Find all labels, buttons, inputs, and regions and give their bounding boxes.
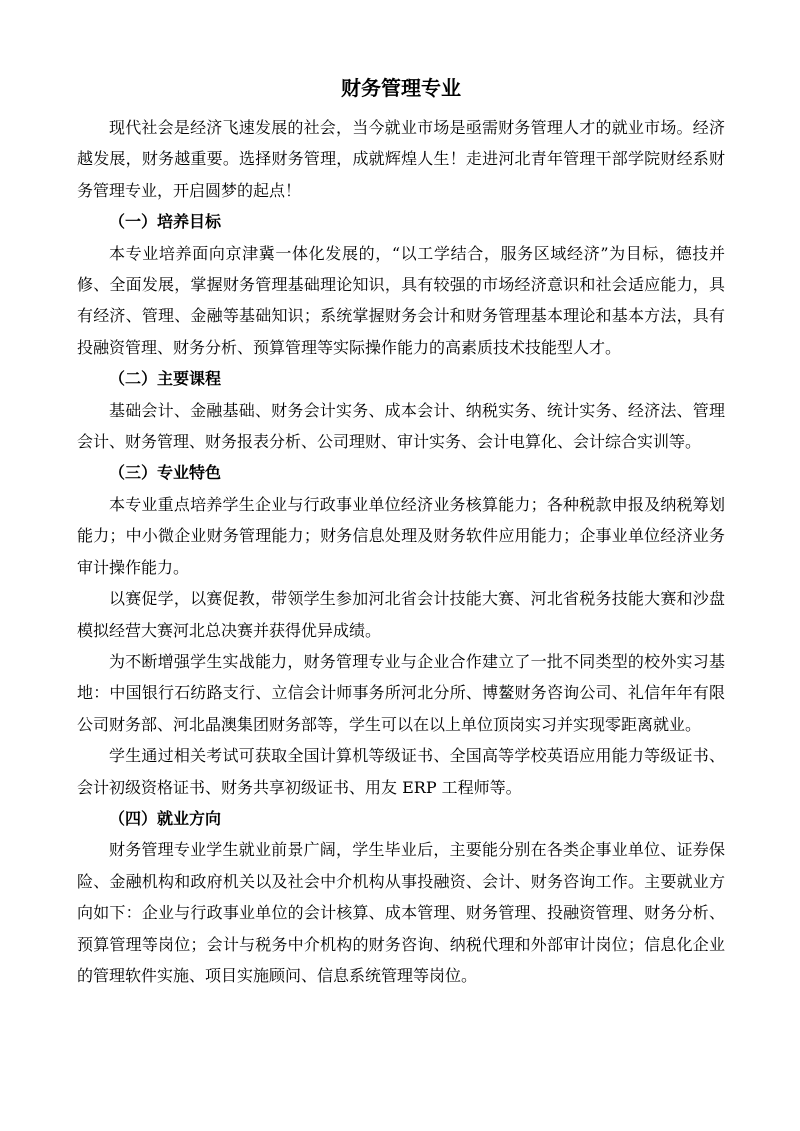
program-features-paragraph-1: 本专业重点培养学生企业与行政事业单位经济业务核算能力；各种税款申报及纳税筹划能力；中小微企业财务管理能力；财务信息处理及财务软件应用能力；企事业单位经济业务审计操作能力。 [77, 494, 725, 577]
intro-paragraph: 现代社会是经济飞速发展的社会，当今就业市场是亟需财务管理人才的就业市场。经济越发展，财务越重要。选择财务管理，成就辉煌人生！走进河北青年管理干部学院财经系财务管理专业，开启圆梦的起点！ [77, 118, 725, 200]
document-title: 财务管理专业 [341, 76, 461, 100]
section-heading-training-goals: （一）培养目标 [109, 212, 222, 232]
program-features-paragraph-4: 学生通过相关考试可获取全国计算机等级证书、全国高等学校英语应用能力等级证书、会计初级资格证书、财务共享初级证书、用友 ERP 工程师等。 [77, 746, 725, 797]
main-courses-paragraph: 基础会计、金融基础、财务会计实务、成本会计、纳税实务、统计实务、经济法、管理会计、财务管理、财务报表分析、公司理财、审计实务、会计电算化、会计综合实训等。 [77, 400, 725, 452]
section-heading-main-courses: （二）主要课程 [109, 369, 222, 389]
section-heading-program-features: （三）专业特色 [109, 463, 222, 483]
program-features-paragraph-2: 以赛促学，以赛促教，带领学生参加河北省会计技能大赛、河北省税务技能大赛和沙盘模拟经营大赛河北总决赛并获得优异成绩。 [77, 589, 725, 640]
career-direction-paragraph: 财务管理专业学生就业前景广阔，学生毕业后，主要能分别在各类企事业单位、证券保险、金融机构和政府机关以及社会中介机构从事投融资、会计、财务咨询工作。主要就业方向如下：企业与行政事业单位的会计核算、成本管理、财务管理、投融资管理、财务分析、预算管理等岗位；会计与税务中介机构的财务咨询、纳税代理和外部审计岗位；信息化企业的管理软件实施、项目实施顾问、信息系统管理等岗位。 [77, 840, 725, 985]
section-heading-career-direction: （四）就业方向 [109, 808, 222, 828]
training-goals-paragraph: 本专业培养面向京津冀一体化发展的，“以工学结合，服务区域经济”为目标，德技并修、全面发展，掌握财务管理基础理论知识，具有较强的市场经济意识和社会适应能力，具有经济、管理、金融等基础知识；系统掌握财务会计和财务管理基本理论和基本方法，具有投融资管理、财务分析、预算管理等实际操作能力的高素质技术技能型人才。 [77, 243, 725, 357]
document-body [77, 72, 725, 991]
program-features-paragraph-3: 为不断增强学生实战能力，财务管理专业与企业合作建立了一批不同类型的校外实习基地：中国银行石纺路支行、立信会计师事务所河北分所、博鳌财务咨询公司、礼信年年有限公司财务部、河北晶澳集团财务部等，学生可以在以上单位顶岗实习并实现零距离就业。 [77, 651, 725, 734]
